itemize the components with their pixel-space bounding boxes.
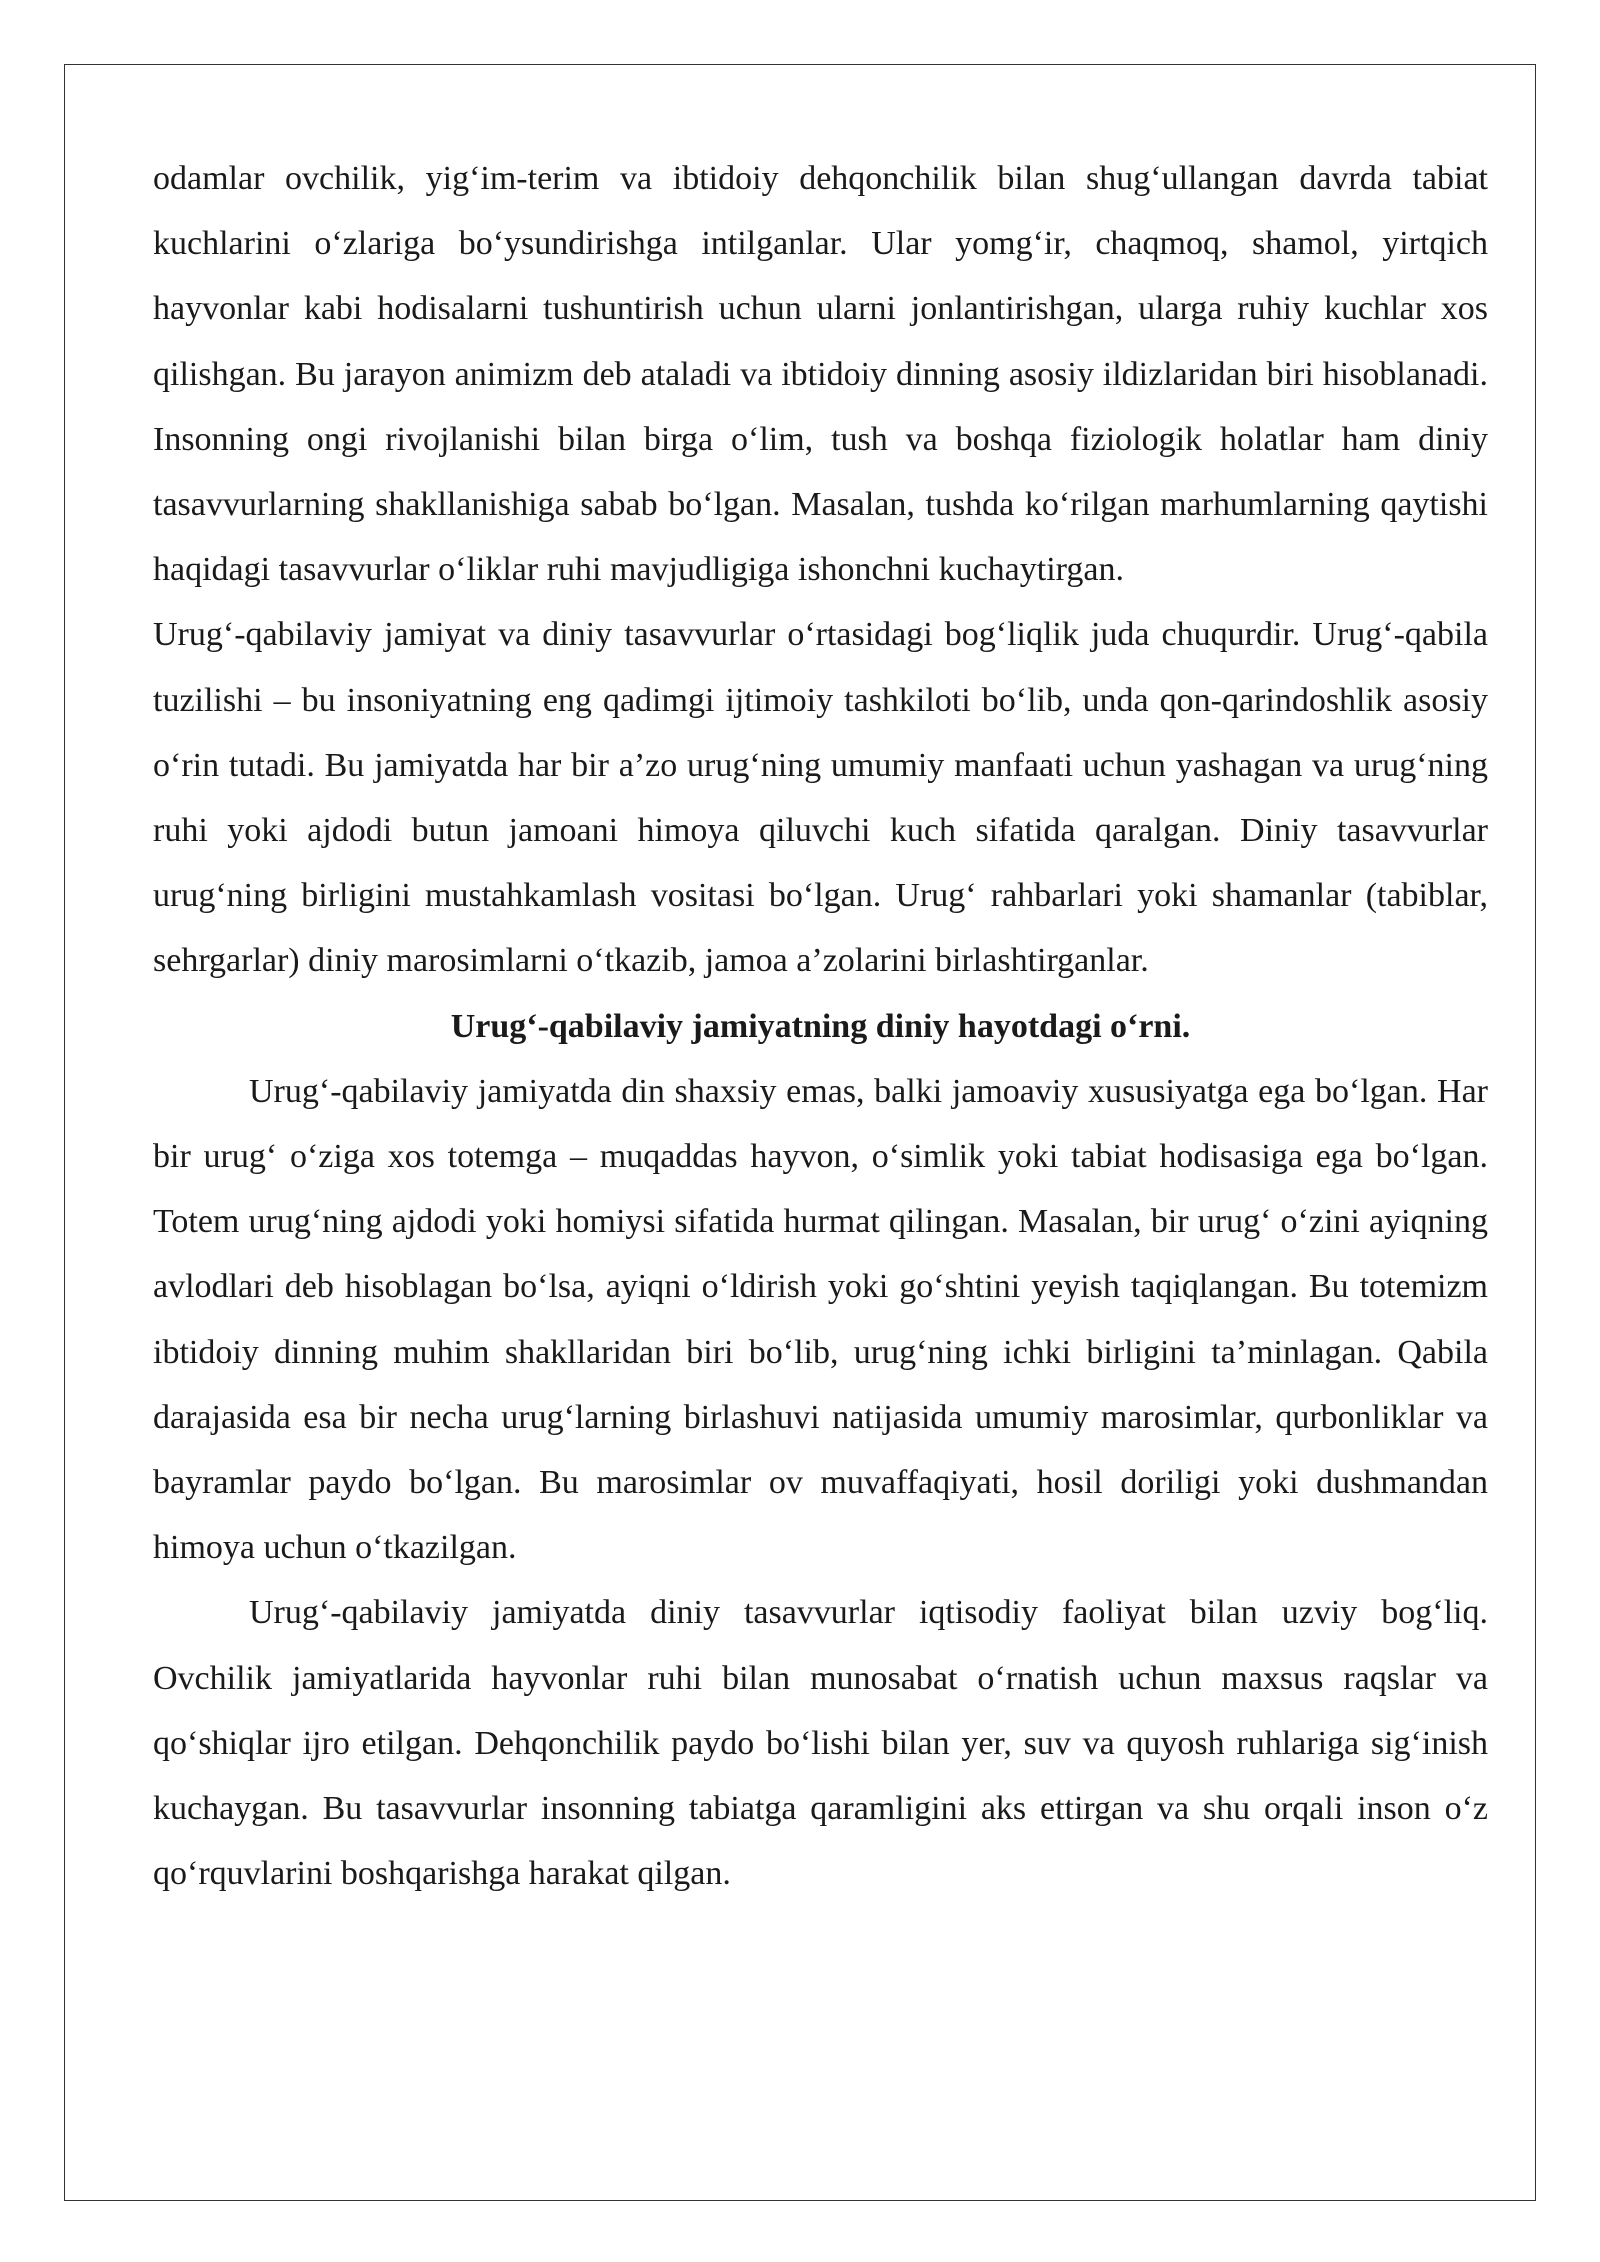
paragraph-totemism: Urug‘-qabilaviy jamiyatda din shaxsiy emas, balki jamoaviy xususiyatga ega bo‘lgan. Har bir urug‘ o‘ziga xos totemga – muqaddas hayvon, o‘simlik yoki tabiat hodisasiga ega bo‘lgan. Totem urug‘ning ajdodi yoki homiysi sifatida hurmat qilingan. Masalan, bir urug‘ o‘zini ayiqning avlodlari deb hisoblagan bo‘lsa, ayiqni o‘ldirish yoki go‘shtini yeyish taqiqlangan. Bu totemizm ibtidoiy dinning muhim shakllaridan biri bo‘lib, urug‘ning ichki birligini ta’minlagan. Qabila darajasida esa bir necha urug‘larning birlashuvi natijasida umumiy marosimlar, qurbonliklar va bayramlar paydo bo‘lgan. Bu marosimlar ov muvaffaqiyati, hosil doriligi yoki dushmandan himoya uchun o‘tkazilgan. (153, 1072, 1488, 1567)
paragraph-clan-society: Urug‘-qabilaviy jamiyat va diniy tasavvurlar o‘rtasidagi bog‘liqlik juda chuqurdir. Urug‘-qabila tuzilishi – bu insoniyatning eng qadimgi ijtimoiy tashkiloti bo‘lib, unda qon-qarindoshlik asosiy o‘rin tutadi. Bu jamiyatda har bir a’zo urug‘ning umumiy manfaati uchun yashagan va urug‘ning ruhi yoki ajdodi butun jamoani himoya qiluvchi kuch sifatida qaralgan. Diniy tasavvurlar urug‘ning birligini mustahkamlash vositasi bo‘lgan. Urug‘ rahbarlari yoki shamanlar (tabiblar, sehrgarlar) diniy marosimlarni o‘tkazib, jamoa a’zolarini birlashtirganlar. (153, 616, 1488, 980)
document-body (153, 146, 1488, 1906)
section-heading: Urug‘-qabilaviy jamiyatning diniy hayotdagi o‘rni. (450, 1007, 1191, 1045)
paragraph-economy: Urug‘-qabilaviy jamiyatda diniy tasavvurlar iqtisodiy faoliyat bilan uzviy bog‘liq. Ovchilik jamiyatlarida hayvonlar ruhi bilan munosabat o‘rnatish uchun maxsus raqslar va qo‘shiqlar ijro etilgan. Dehqonchilik paydo bo‘lishi bilan yer, suv va quyosh ruhlariga sig‘inish kuchaygan. Bu tasavvurlar insonning tabiatga qaramligini aks ettirgan va shu orqali inson o‘z qo‘rquvlarini boshqarishga harakat qilgan. (153, 1594, 1488, 1893)
paragraph-animism: odamlar ovchilik, yig‘im-terim va ibtidoiy dehqonchilik bilan shug‘ullangan davrda tabiat kuchlarini o‘zlariga bo‘ysundirishga intilganlar. Ular yomg‘ir, chaqmoq, shamol, yirtqich hayvonlar kabi hodisalarni tushuntirish uchun ularni jonlantirishgan, ularga ruhiy kuchlar xos qilishgan. Bu jarayon animizm deb ataladi va ibtidoiy dinning asosiy ildizlaridan biri hisoblanadi. Insonning ongi rivojlanishi bilan birga o‘lim, tush va boshqa fiziologik holatlar ham diniy tasavvurlarning shakllanishiga sabab bo‘lgan. Masalan, tushda ko‘rilgan marhumlarning qaytishi haqidagi tasavvurlar o‘liklar ruhi mavjudligiga ishonchni kuchaytirgan. (153, 160, 1488, 589)
